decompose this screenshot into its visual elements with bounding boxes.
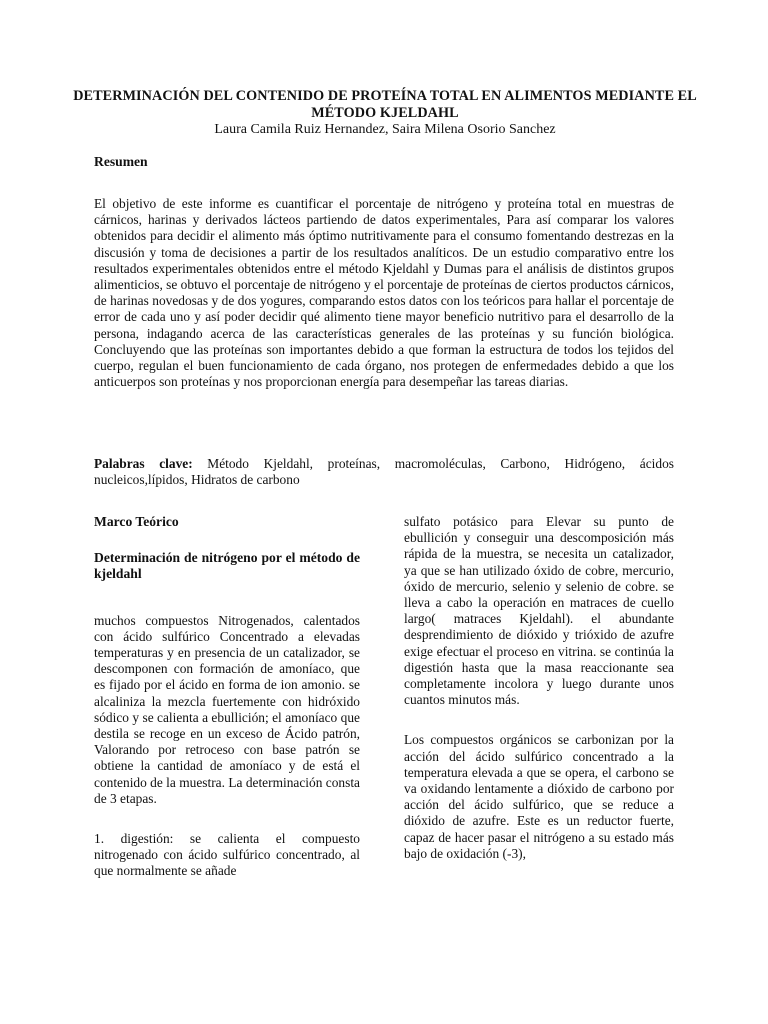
- left-paragraph-1: muchos compuestos Nitrogenados, calentados con ácido sulfúrico Concentrado a elevadas temperaturas y en presencia de un catalizador, se descomponen con formación de amoníaco, que es fijado por el ácido en forma de ion amonio. se alcaliniza la mezcla fuertemente con hidróxido sódico y se calienta a ebullición; el amoníaco que destila se recoge en un exceso de Ácido patrón, Valorando por retroceso con base patrón se obtiene la cantidad de amoníaco y de está el contenido de la muestra. La determinación consta de 3 etapas.: [94, 612, 360, 806]
- abstract-text: El objetivo de este informe es cuantificar el porcentaje de nitrógeno y proteína total en muestras de cárnicos, harinas y derivados lácteos partiendo de datos experimentales, Para así comparar los valores obtenidos para decidir el alimento más óptimo nutritivamente para el consumo fomentando destrezas en la discusión y toma de decisiones a partir de los resultados analíticos. De un estudio comparativo entre los resultados experimentales obtenidos entre el método Kjeldahl y Dumas para el análisis de distintos grupos alimenticios, se obtuvo el porcentaje de nitrógeno y el porcentaje de proteínas de ciertos productos cárnicos, de harinas novedosas y de dos yogures, comparando estos datos con los teóricos para hallar el porcentaje de error de cada uno y así poder decidir qué alimento tiene mayor beneficio nutritivo para el desarrollo de la persona, indagando acerca de las características generales de las proteínas y su función biológica. Concluyendo que las proteínas son importantes debido a que forman la estructura de todos los tejidos del cuerpo, regulan el buen funcionamiento de cada órgano, nos protegen de enfermedades debido a que los anticuerpos son proteínas y nos proporcionan energía para desempeñar las tareas diarias.: [94, 196, 674, 390]
- left-column: [94, 514, 360, 898]
- right-column: [404, 514, 674, 880]
- paper-title: DETERMINACIÓN DEL CONTENIDO DE PROTEÍNA TOTAL EN ALIMENTOS MEDIANTE EL MÉTODO KJELDAHL: [73, 88, 697, 121]
- left-paragraph-2: 1. digestión: se calienta el compuesto nitrogenado con ácido sulfúrico concentrado, al que normalmente se añade: [94, 831, 360, 879]
- right-paragraph-2: Los compuestos orgánicos se carbonizan por la acción del ácido sulfúrico concentrado a la temperatura elevada a que se opera, el carbono se va oxidando lentamente a dióxido de carbono por acción del ácido sulfúrico, que se reduce a dióxido de azufre. Este es un reductor fuerte, capaz de hacer pasar el nitrógeno a su estado más bajo de oxidación (-3),: [404, 732, 674, 861]
- subheading-kjeldahl: Determinación de nitrógeno por el método de kjeldahl: [94, 550, 360, 582]
- keywords: [94, 456, 674, 488]
- keywords-label: Palabras clave:: [94, 456, 193, 471]
- abstract-heading: Resumen: [94, 154, 148, 169]
- paper-authors: Laura Camila Ruiz Hernandez, Saira Milena Osorio Sanchez: [214, 122, 556, 137]
- right-paragraph-1: sulfato potásico para Elevar su punto de ebullición y conseguir una descomposición más rápida de la muestra, se necesita un catalizador, ya que se han utilizado óxido de cobre, mercurio, óxido de mercurio, selenio y selenio de cobre. se lleva a cabo la operación en matraces de cuello largo( matraces Kjeldahl). el abundante desprendimiento de dióxido y trióxido de azufre exige efectuar el proceso en vitrina. se continúa la digestión hasta que la masa reaccionante sea completamente incolora y luego durante unos cuantos minutos más.: [404, 514, 674, 708]
- section-heading-marco-teorico: Marco Teórico: [94, 514, 179, 529]
- keywords-text: Método Kjeldahl, proteínas, macromoléculas, Carbono, Hidrógeno, ácidos nucleicos,lípidos, Hidratos de carbono: [94, 456, 674, 488]
